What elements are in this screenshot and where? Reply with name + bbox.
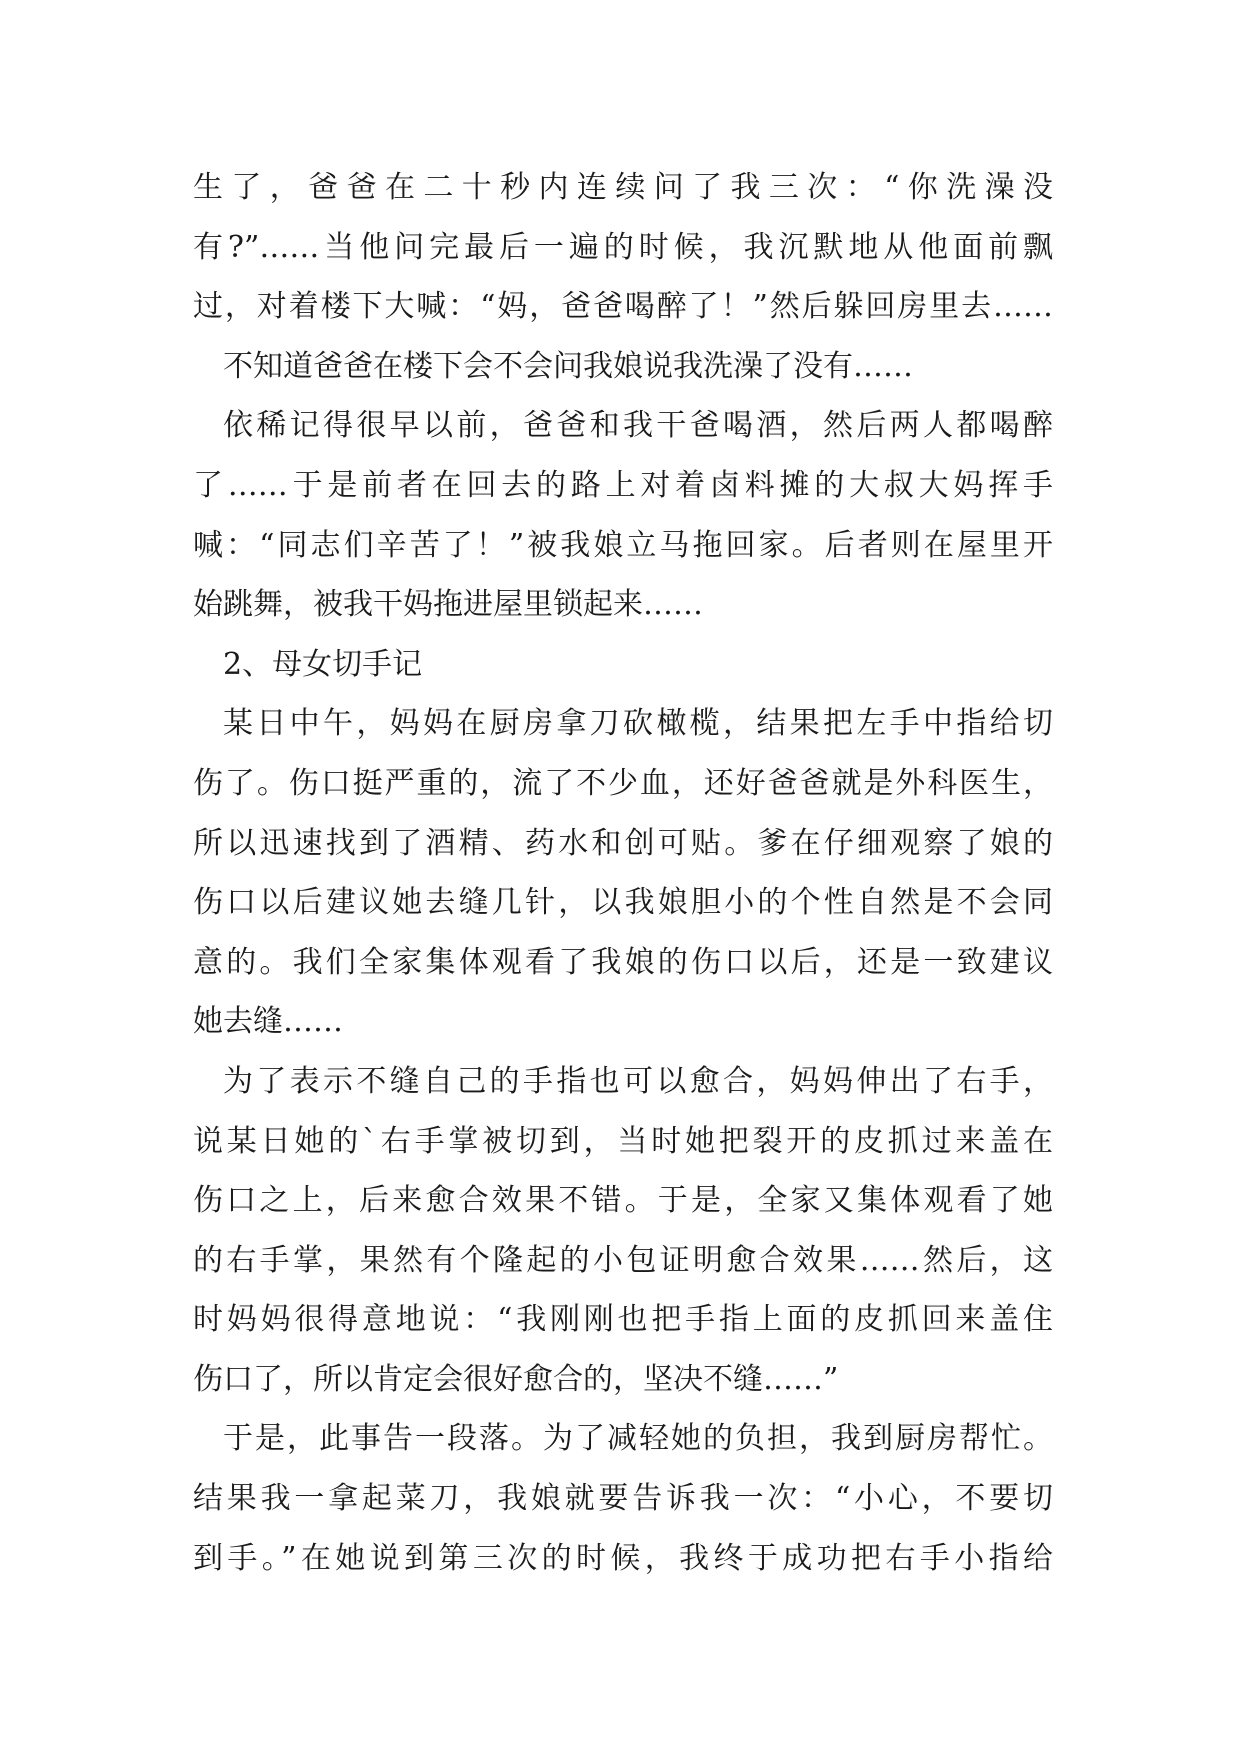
text-line: 的右手掌，果然有个隆起的小包证明愈合效果……然后，这 <box>193 1242 1053 1278</box>
paragraph-line: 依稀记得很早以前，爸爸和我干爸喝酒，然后两人都喝醉 <box>223 408 1053 444</box>
paragraph-line: 某日中午，妈妈在厨房拿刀砍橄榄，结果把左手中指给切 <box>223 706 1053 742</box>
text-line: 过，对着楼下大喊：“妈，爸爸喝醉了！”然后躲回房里去…… <box>193 289 1053 325</box>
paragraph-line: 于是，此事告一段落。为了减轻她的负担，我到厨房帮忙。 <box>223 1421 1053 1457</box>
section-heading: 2、母女切手记 <box>223 646 423 682</box>
text-line: 意的。我们全家集体观看了我娘的伤口以后，还是一致建议 <box>193 944 1053 980</box>
text-line: 说某日她的`右手掌被切到，当时她把裂开的皮抓过来盖在 <box>193 1123 1053 1159</box>
text-line: 有?”……当他问完最后一遍的时候，我沉默地从他面前飘 <box>193 229 1053 265</box>
text-line: 结果我一拿起菜刀，我娘就要告诉我一次：“小心，不要切 <box>193 1481 1053 1517</box>
text-line: 伤了。伤口挺严重的，流了不少血，还好爸爸就是外科医生， <box>193 765 1053 801</box>
paragraph-line: 为了表示不缝自己的手指也可以愈合，妈妈伸出了右手， <box>223 1063 1053 1099</box>
text-line: 她去缝…… <box>193 1004 343 1040</box>
text-line: 到手。”在她说到第三次的时候，我终于成功把右手小指给 <box>193 1540 1053 1576</box>
text-line: 所以迅速找到了酒精、药水和创可贴。爹在仔细观察了娘的 <box>193 825 1053 861</box>
text-line: 生了，爸爸在二十秒内连续问了我三次：“你洗澡没 <box>193 170 1053 205</box>
text-line: 了……于是前者在回去的路上对着卤料摊的大叔大妈挥手 <box>193 467 1053 503</box>
text-line: 伤口以后建议她去缝几针，以我娘胆小的个性自然是不会同 <box>193 885 1053 921</box>
text-line: 伤口之上，后来愈合效果不错。于是，全家又集体观看了她 <box>193 1183 1053 1219</box>
text-line: 伤口了，所以肯定会很好愈合的，坚决不缝……” <box>193 1361 839 1397</box>
body-text <box>193 158 1053 1588</box>
text-line: 始跳舞，被我干妈拖进屋里锁起来…… <box>193 587 703 623</box>
text-line: 时妈妈很得意地说：“我刚刚也把手指上面的皮抓回来盖住 <box>193 1302 1053 1338</box>
text-line: 喊：“同志们辛苦了！”被我娘立马拖回家。后者则在屋里开 <box>193 527 1053 563</box>
paragraph-line: 不知道爸爸在楼下会不会问我娘说我洗澡了没有…… <box>223 348 913 384</box>
